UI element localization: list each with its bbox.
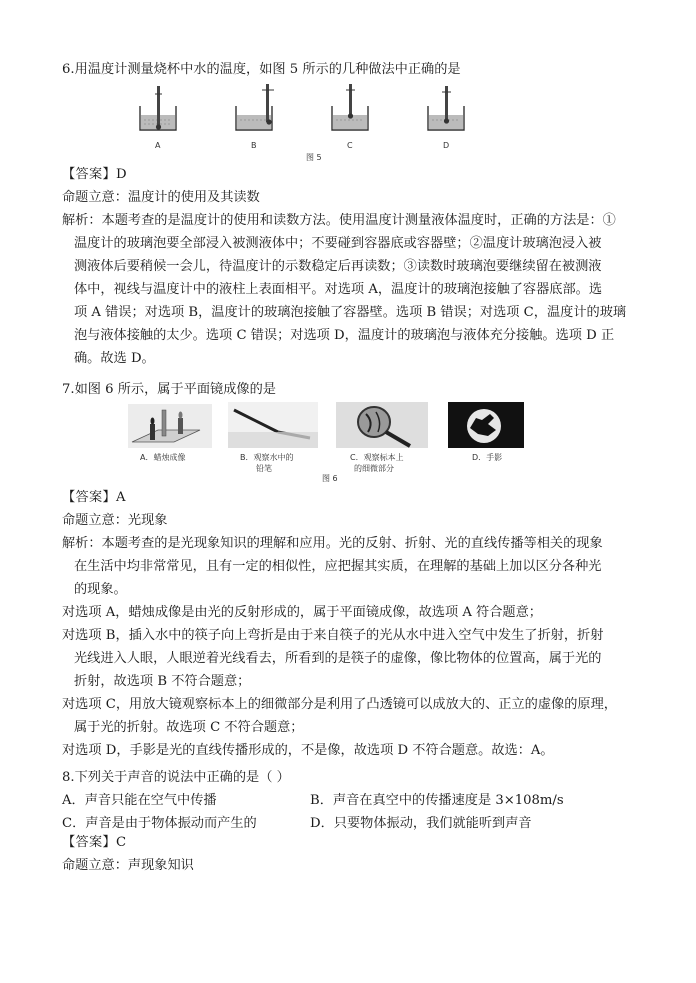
choice-c: C．声音是由于物体振动而产生的	[62, 816, 257, 831]
thermometer-figure-c	[332, 84, 368, 150]
thermometer-figure-a	[140, 86, 176, 150]
svg-text:B．观察水中的: B．观察水中的	[240, 453, 294, 462]
question-7-analysis-line: 的现象。	[74, 582, 127, 597]
question-6-analysis-line: 确。故选 D。	[74, 351, 155, 366]
choice-a: A．声音只能在空气中传播	[62, 793, 217, 808]
question-7-analysis-line: 解析：本题考查的是光现象知识的理解和应用。光的反射、折射、光的直线传播等相关的现象	[62, 536, 603, 551]
hand-shadow-picture	[448, 402, 524, 462]
question-7-analysis-line: 在生活中均非常常见，且有一定的相似性，应把握其实质，在理解的基础上加以区分各种光	[74, 559, 602, 574]
option-b-analysis: 对选项 B，插入水中的筷子向上弯折是由于来自筷子的光从水中进入空气中发生了折射，折射	[62, 628, 604, 643]
svg-text:D: D	[443, 141, 450, 150]
thermometer-figure-b	[236, 84, 274, 150]
svg-text:D．手影: D．手影	[472, 453, 503, 462]
svg-text:A: A	[155, 141, 161, 150]
question-8-intent: 命题立意：声现象知识	[62, 858, 194, 873]
magnifier-picture	[336, 402, 428, 473]
question-6-intent: 命题立意：温度计的使用及其读数	[62, 190, 260, 205]
figure-5-caption: 图 5	[306, 153, 322, 162]
question-6-text: 6.用温度计测量烧杯中水的温度，如图 5 所示的几种做法中正确的是	[62, 62, 461, 77]
question-7	[62, 378, 642, 401]
option-a-analysis: 对选项 A，蜡烛成像是由光的反射形成的，属于平面镜成像，故选项 A 符合题意；	[62, 605, 542, 620]
figure-5	[128, 84, 468, 164]
option-b-analysis: 折射，故选项 B 不符合题意；	[74, 674, 251, 689]
choice-d: D．只要物体振动，我们就能听到声音	[310, 816, 532, 831]
question-6-answer: 【答案】D	[62, 167, 127, 182]
question-8-text: 8.下列关于声音的说法中正确的是（ ）	[62, 770, 290, 785]
option-c-analysis: 属于光的折射。故选项 C 不符合题意；	[74, 720, 304, 735]
candle-mirror-picture	[128, 404, 212, 462]
option-d-analysis: 对选项 D，手影是光的直线传播形成的，不是像，故选项 D 不符合题意。故选：A。	[62, 743, 554, 758]
option-b-analysis: 光线进入人眼，人眼逆着光线看去，所看到的是筷子的虚像，像比物体的位置高，属于光的	[74, 651, 602, 666]
question-8	[62, 766, 642, 789]
thermometer-figure-d	[428, 86, 464, 150]
question-6-analysis-line: 测液体后要稍候一会儿，待温度计的示数稳定后再读数；③读数时玻璃泡要继续留在被测液	[74, 259, 602, 274]
question-7-answer: 【答案】A	[62, 490, 126, 505]
option-c-analysis: 对选项 C，用放大镜观察标本上的细微部分是利用了凸透镜可以成放大的、正立的虚像的原理，	[62, 697, 617, 712]
choice-b: B．声音在真空中的传播速度是 3×108m/s	[310, 793, 564, 808]
question-8-answer: 【答案】C	[62, 835, 127, 850]
question-6-analysis-line: 解析：本题考查的是温度计的使用和读数方法。使用温度计测量液体温度时，正确的方法是：①	[62, 213, 616, 228]
question-7-solution	[62, 486, 642, 762]
svg-text:B: B	[251, 141, 257, 150]
svg-text:A．蜡烛成像: A．蜡烛成像	[140, 453, 186, 462]
svg-text:C．观察标本上: C．观察标本上	[350, 453, 404, 462]
question-6	[62, 58, 642, 81]
question-6-analysis-line: 泡与液体接触的太少。选项 C 错误；对选项 D，温度计的玻璃泡与液体充分接触。选项 D 正	[74, 328, 615, 343]
question-6-analysis-line: 项 A 错误；对选项 B，温度计的玻璃泡接触了容器壁。选项 B 错误；对选项 C，温度计的玻璃	[74, 305, 627, 320]
question-7-intent: 命题立意：光现象	[62, 513, 168, 528]
question-6-solution	[62, 163, 642, 370]
question-8-solution	[62, 831, 642, 877]
question-7-text: 7.如图 6 所示，属于平面镜成像的是	[62, 382, 276, 397]
question-6-analysis-line: 温度计的玻璃泡要全部浸入被测液体中；不要碰到容器底或容器壁；②温度计玻璃泡浸入被	[74, 236, 602, 251]
question-6-analysis-line: 体中，视线与温度计中的液柱上表面相平。对选项 A，温度计的玻璃泡接触了容器底部。选	[74, 282, 603, 297]
question-8-choices-row	[62, 789, 642, 812]
svg-text:的细微部分: 的细微部分	[354, 464, 394, 473]
svg-text:C: C	[347, 141, 353, 150]
figure-6-caption: 图 6	[322, 474, 338, 483]
figure-6	[118, 402, 538, 484]
svg-text:铅笔: 铅笔	[256, 464, 272, 473]
pencil-water-picture	[228, 402, 318, 473]
